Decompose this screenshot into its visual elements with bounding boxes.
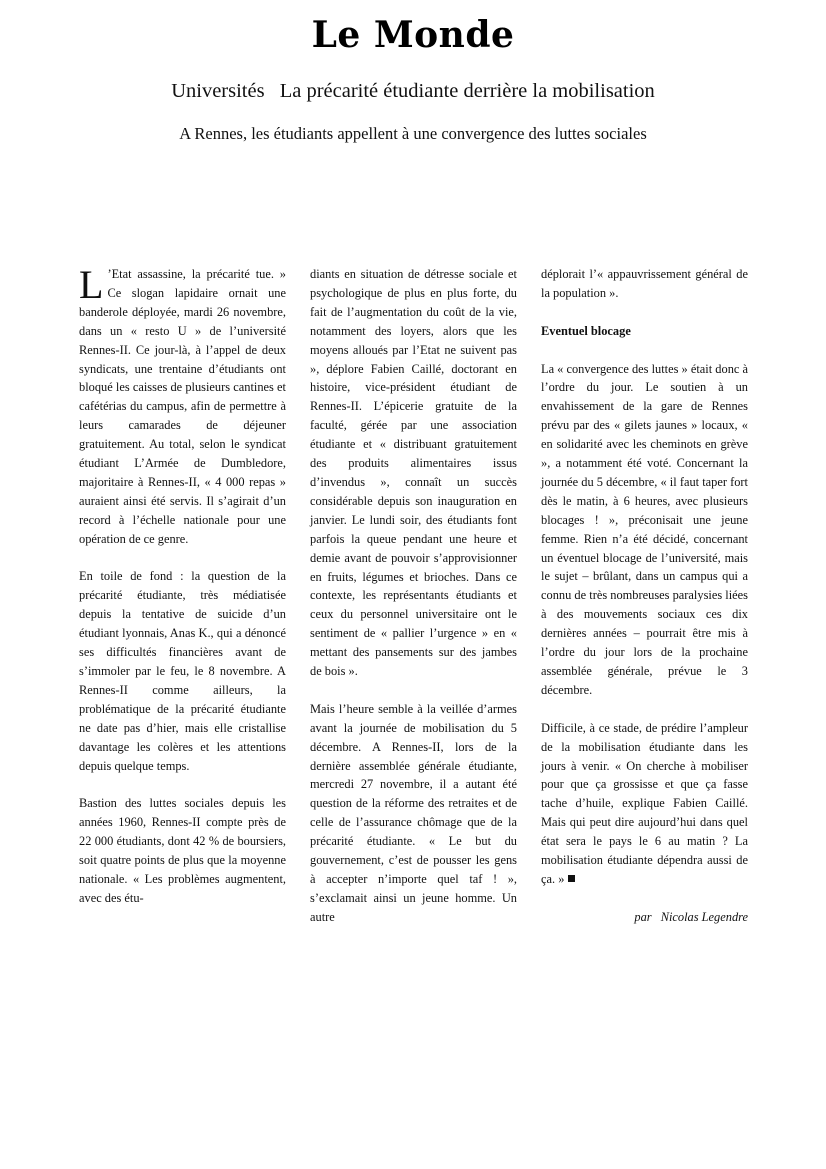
paragraph-text: Difficile, à ce stade, de prédire l’ampleur de la mobilisation étudiante dans les jours à venir. « On cherche à mobiliser pour que ça grossisse et que ça fasse tache d’huile, explique Fabien Caillé. Mais qui peut dire aujourd’hui dans quel état sera le pays le 6 au matin ? La mobilisation étudiante dépendra aussi de ça. »	[541, 720, 748, 886]
article-column-1	[79, 262, 286, 927]
headline	[0, 80, 826, 103]
drop-cap: L	[79, 262, 104, 307]
article-column-2	[310, 265, 517, 946]
section-subheading: Eventuel blocage	[541, 323, 631, 338]
paragraph-text: ’Etat assassine, la précarité tue. » Ce slogan lapidaire ornait une banderole déployée, mardi 26 novembre, dans un « resto U » de l’université Rennes-II. Ce jour-là, à l’appel de deux syndicats, une trentaine d’étudiants ont bloqué les caisses de plusieurs cantines et cafétérias du campus, afin de permettre à leurs camarades de déjeuner gratuitement. Au total, selon le syndicat étudiant L’Armée de Dumbledore, majoritaire à Rennes-II, « 4 000 repas » auraient ainsi été servis. Il s’agirait d’un record à l’échelle nationale pour une opération de ce genre.	[79, 267, 286, 546]
paragraph: Mais l’heure semble à la veillée d’armes avant la journée de mobilisation du 5 décembre. A Rennes-II, lors de la dernière assemblée générale étudiante, mercredi 27 novembre, il a autant été question de la réforme des retraites et de celle de l’assurance chômage que de la précarité étudiante. « Le but du gouvernement, c’est de pousser les gens à accepter n’importe quel taf ! », s’exclamait ainsi un jeune homme. Un autre	[310, 701, 517, 924]
byline-prefix: par	[634, 909, 652, 924]
paragraph	[79, 262, 286, 549]
byline-author: Nicolas Legendre	[660, 909, 748, 924]
end-of-article-square-icon	[568, 875, 575, 882]
article-column-3	[541, 265, 748, 927]
paragraph: diants en situation de détresse sociale et psychologique de plus en plus forte, du fait de l’augmentation du coût de la vie, notamment des loyers, alors que les moyens alloués par l’Etat ne suivent pas », déplore Fabien Caillé, doctorant en histoire, vice-président étudiant de Rennes-II. L’épicerie gratuite de la faculté, gérée par une association étudiante et « distribuant gratuitement des produits alimentaires issus d’invendus », connaît un succès considérable depuis son inauguration en janvier. Le lundi soir, des étudiants font parfois la queue pendant une heure et demie avant de pouvoir s’approvisionner en fruits, légumes et brioches. Dans ce contexte, les représentants étudiants et ceux du personnel universitaire ont le sentiment de « pallier l’urgence » en « mettant des pansements sur des jambes de bois ».	[310, 267, 517, 679]
headline-title: La précarité étudiante derrière la mobilisation	[279, 80, 655, 102]
paragraph: La « convergence des luttes » était donc à l’ordre du jour. Le soutien à un envahissement de la gare de Rennes prévu par des « gilets jaunes » locaux, « en solidarité avec les cheminots en grève », a notamment été voté. Concernant la journée du 5 décembre, « il faut taper fort dès le matin, à 6 heures, avec plusieurs blocages ! », préconisait une jeune femme. Rien n’a été décidé, concernant un éventuel blocage de l’université, mais le sujet – brûlant, dans un campus qui a connu de très nombreuses paralysies liées à des mouvements sociaux ces dix dernières années – pourrait être mis à l’ordre du jour lors de la prochaine assemblée générale, prévue le 3 décembre.	[541, 361, 748, 697]
paragraph: déplorait l’« appauvrissement général de la population ».	[541, 267, 748, 300]
headline-rubric: Universités	[171, 80, 265, 102]
paragraph	[541, 719, 748, 889]
subheadline: A Rennes, les étudiants appellent à une convergence des luttes sociales	[179, 124, 647, 143]
byline	[541, 908, 748, 927]
paragraph: En toile de fond : la question de la précarité étudiante, très médiatisée depuis la tentative de suicide d’un étudiant lyonnais, Anas K., qui a dénoncé ses difficultés financières avant de s’immoler par le feu, le 8 novembre. A Rennes-II comme ailleurs, la problématique de la précarité étudiante ne date pas d’hier, mais elle cristallise davantage les colères et les attentions depuis quelque temps.	[79, 569, 286, 773]
masthead-logo: Le Monde	[311, 14, 515, 56]
paragraph: Bastion des luttes sociales depuis les années 1960, Rennes-II compte près de 22 000 étudiants, dont 42 % de boursiers, soit quatre points de plus que la moyenne nationale. « Les problèmes augmentent, avec des étu-	[79, 796, 286, 905]
